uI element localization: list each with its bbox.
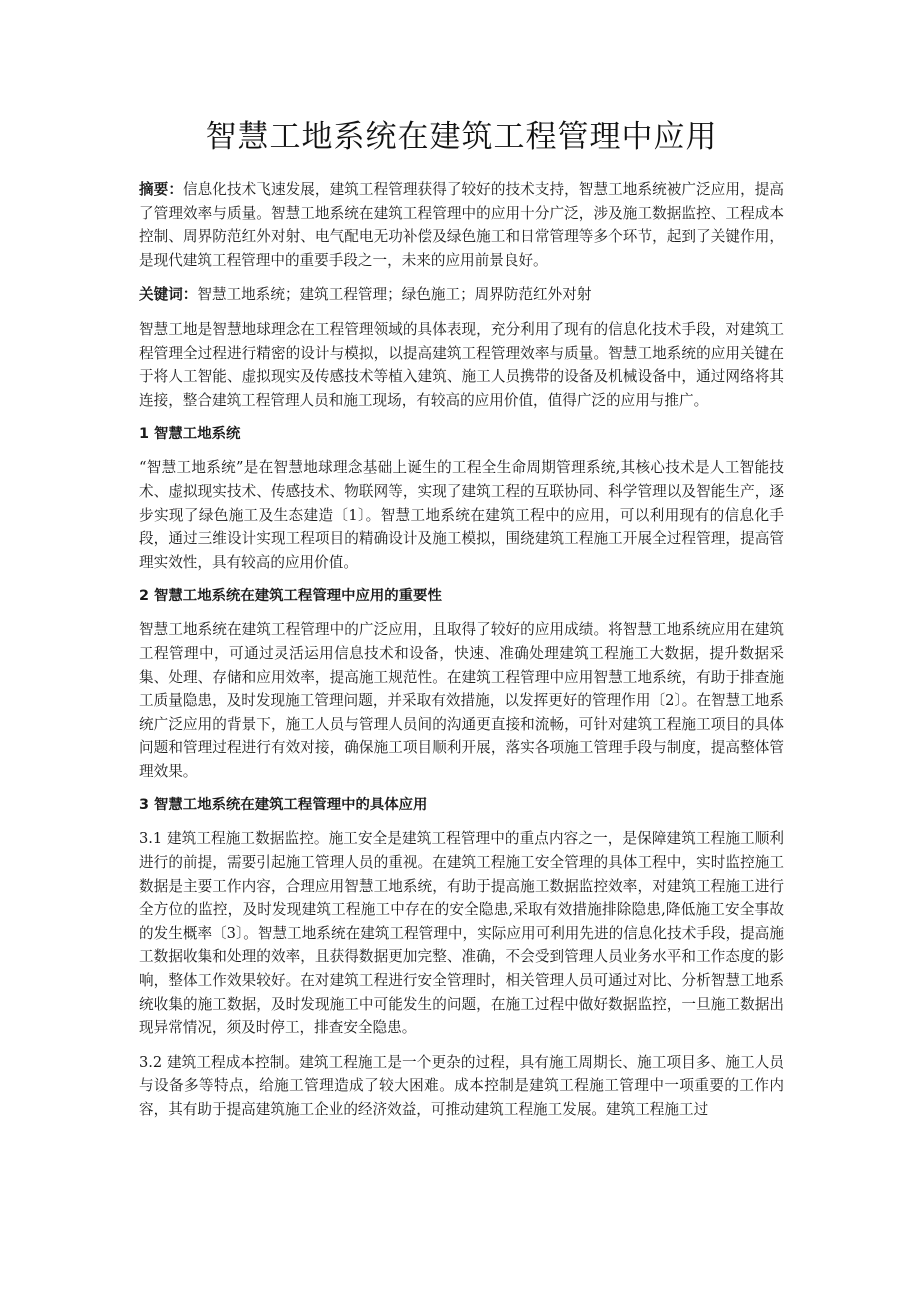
keywords-label: 关键词： bbox=[139, 286, 198, 304]
section-2-paragraph: 智慧工地系统在建筑工程管理中的广泛应用，且取得了较好的应用成绩。将智慧工地系统应用在建筑工程管理中，可通过灵活运用信息技术和设备，快速、准确处理建筑工程施工大数据，提升数据采集、处理、存储和应用效率，提高施工规范性。在建筑工程管理中应用智慧工地系统，有助于排查施工质量隐患，及时发现施工管理问题，并采取有效措施，以发挥更好的管理作用〔2〕。在智慧工地系统广泛应用的背景下，施工人员与管理人员间的沟通更直接和流畅，可针对建筑工程施工项目的具体问题和管理过程进行有效对接，确保施工项目顺利开展，落实各项施工管理手段与制度，提高整体管理效果。 bbox=[139, 621, 784, 780]
section-heading-2: 2 智慧工地系统在建筑工程管理中应用的重要性 bbox=[139, 588, 442, 605]
keywords bbox=[139, 283, 784, 307]
section-3-1-paragraph: 3.1 建筑工程施工数据监控。施工安全是建筑工程管理中的重点内容之一，是保障建筑工程施工顺利进行的前提，需要引起施工管理人员的重视。在建筑工程施工安全管理的具体工程中，实时监控施工数据是主要工作内容，合理应用智慧工地系统，有助于提高施工数据监控效率，对建筑工程施工进行全方位的监控，及时发现建筑工程施工中存在的安全隐患,采取有效措施排除隐患,降低施工安全事故的发生概率〔3〕。智慧工地系统在建筑工程管理中，实际应用可利用先进的信息化技术手段，提高施工数据收集和处理的效率，且获得数据更加完整、准确，不会受到管理人员业务水平和工作态度的影响，整体工作效果较好。在对建筑工程进行安全管理时，相关管理人员可通过对比、分析智慧工地系统收集的施工数据，及时发现施工中可能发生的问题，在施工过程中做好数据监控，一旦施工数据出现异常情况，须及时停工，排查安全隐患。 bbox=[139, 830, 784, 1037]
document-title: 智慧工地系统在建筑工程管理中应用 bbox=[205, 119, 718, 155]
abstract bbox=[139, 178, 784, 272]
section-heading-3: 3 智慧工地系统在建筑工程管理中的具体应用 bbox=[139, 797, 428, 814]
section-3-2-paragraph: 3.2 建筑工程成本控制。建筑工程施工是一个更杂的过程，具有施工周期长、施工项目多、施工人员与设备多等特点，给施工管理造成了较大困难。成本控制是建筑工程施工管理中一项重要的工作内容，其有助于提高建筑施工企业的经济效益，可推动建筑工程施工发展。建筑工程施工过 bbox=[139, 1053, 784, 1118]
intro-paragraph: 智慧工地是智慧地球理念在工程管理领域的具体表现，充分利用了现有的信息化技术手段，对建筑工程管理全过程进行精密的设计与模拟，以提高建筑工程管理效率与质量。智慧工地系统的应用关键在于将人工智能、虚拟现实及传感技术等植入建筑、施工人员携带的设备及机械设备中，通过网络将其连接，整合建筑工程管理人员和施工现场，有较高的应用价值，值得广泛的应用与推广。 bbox=[139, 320, 784, 409]
keywords-text: 智慧工地系统；建筑工程管理；绿色施工；周界防范红外对射 bbox=[197, 286, 592, 304]
section-heading-1: 1 智慧工地系统 bbox=[139, 426, 241, 443]
abstract-label: 摘要： bbox=[139, 181, 183, 198]
document-page bbox=[139, 112, 784, 1133]
section-1-paragraph: “智慧工地系统”是在智慧地球理念基础上诞生的工程全生命周期管理系统,其核心技术是人工智能技术、虚拟现实技术、传感技术、物联网等，实现了建筑工程的互联协同、科学管理以及智能生产，逐步实现了绿色施工及生态建造〔1〕。智慧工地系统在建筑工程中的应用，可以利用现有的信息化手段，通过三维设计实现工程项目的精确设计及施工模拟，围绕建筑工程施工开展全过程管理，提高管理实效性，具有较高的应用价值。 bbox=[139, 459, 784, 571]
abstract-text: 信息化技术飞速发展，建筑工程管理获得了较好的技术支持，智慧工地系统被广泛应用，提高了管理效率与质量。智慧工地系统在建筑工程管理中的应用十分广泛，涉及施工数据监控、工程成本控制、周界防范红外对射、电气配电无功补偿及绿色施工和日常管理等多个环节，起到了关键作用，是现代建筑工程管理中的重要手段之一，未来的应用前景良好。 bbox=[139, 181, 784, 269]
